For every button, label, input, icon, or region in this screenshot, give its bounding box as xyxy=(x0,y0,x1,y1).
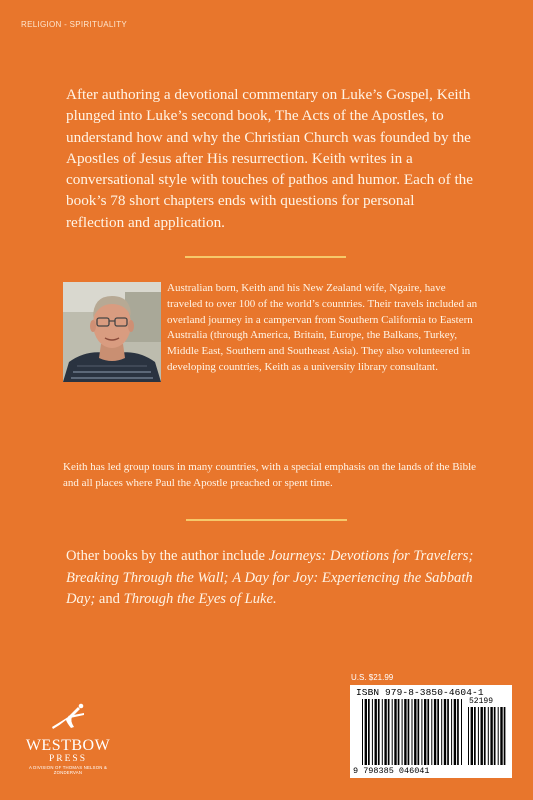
barcode-bar xyxy=(392,699,393,765)
barcode-bar xyxy=(494,707,496,765)
barcode-bar xyxy=(441,699,442,765)
barcode-bar xyxy=(504,707,506,765)
barcode-bar xyxy=(382,699,383,765)
other-books-conjunction: and xyxy=(98,591,120,607)
barcode-bar xyxy=(457,699,459,765)
barcode-bar xyxy=(375,699,377,765)
other-books-intro: Other books by the author include xyxy=(66,548,265,564)
barcode-bar xyxy=(478,707,479,765)
barcode-bar xyxy=(402,699,403,765)
publisher-name: WESTBOW xyxy=(25,737,111,754)
barcode-bar xyxy=(418,699,420,765)
barcode-bar xyxy=(408,699,410,765)
barcode-bar xyxy=(362,699,363,765)
barcode-bar xyxy=(471,707,473,765)
barcode-bar xyxy=(481,707,483,765)
barcode-bar xyxy=(451,699,452,765)
barcode-bar xyxy=(437,699,439,765)
other-books-paragraph xyxy=(66,546,486,611)
barcode-bar xyxy=(488,707,489,765)
barcode-bar xyxy=(498,707,499,765)
barcode-bar xyxy=(468,707,469,765)
top-divider xyxy=(185,256,346,258)
barcode-bar xyxy=(414,699,416,765)
barcode-bar xyxy=(378,699,380,765)
barcode-bar xyxy=(368,699,370,765)
barcode-bar xyxy=(384,699,386,765)
barcode-bar xyxy=(434,699,436,765)
publisher-division: A DIVISION OF THOMAS NELSON & ZONDERVAN xyxy=(28,765,108,775)
barcode-bar xyxy=(454,699,456,765)
book-blurb: After authoring a devotional commentary on Luke’s Gospel, Keith plunged into Luke’s second book, The Acts of the Apostles, to understand how and why the Christian Church was founded by the Apostles of Jesus after His resurrection. Keith writes in a conversational style with touches of pathos and humor. Each of the book’s 78 short chapters ends with questions for personal reflection and application. xyxy=(66,86,474,231)
leaping-figure-logo-icon xyxy=(48,703,88,731)
barcode-bar xyxy=(484,707,486,765)
barcode-bar xyxy=(404,699,406,765)
barcode-bar xyxy=(447,699,449,765)
barcode-bar xyxy=(398,699,400,765)
barcode-bar xyxy=(490,707,492,765)
barcode-bar xyxy=(372,699,373,765)
barcode-bar xyxy=(424,699,426,765)
author-tours-paragraph: Keith has led group tours in many countries, with a special emphasis on the lands of the Bible and all places where Paul the Apostle preached or spent time. xyxy=(63,461,477,489)
barcode-bar xyxy=(431,699,432,765)
book-title: A Day for Joy: Experiencing the Sabbath Day; xyxy=(66,569,473,607)
book-title: Breaking Through the Wall; xyxy=(66,569,229,586)
barcode-bar xyxy=(444,699,446,765)
barcode-addon-digits: 52199 xyxy=(469,697,494,706)
barcode-bar xyxy=(461,699,462,765)
barcode-bar xyxy=(365,699,367,765)
author-bio-text: Australian born, Keith and his New Zealand wife, Ngaire, have traveled to over 100 of the world’s countries. Their travels included an overland journey in a campervan from Southern California to Eastern Australia (through America, Britain, Europe, the Balkans, Turkey, Middle East, Southern and Southeast Asia). They also volunteered in developing countries, Keith as a university library consultant. xyxy=(167,282,478,373)
price-label: U.S. $21.99 xyxy=(351,673,394,682)
barcode-bar xyxy=(474,707,476,765)
barcode-bar xyxy=(388,699,390,765)
isbn-text: ISBN 979-8-3850-4604-1 xyxy=(356,687,484,698)
barcode-bar xyxy=(394,699,396,765)
bottom-divider xyxy=(186,519,347,521)
author-bio-paragraph xyxy=(63,281,479,383)
barcode-bar xyxy=(421,699,422,765)
barcode-digits: 9 798385 046041 xyxy=(353,766,430,776)
barcode-bar xyxy=(427,699,429,765)
publisher-logo xyxy=(18,703,118,775)
barcode-bar xyxy=(500,707,502,765)
book-title: Through the Eyes of Luke. xyxy=(123,591,277,607)
category-label: RELIGION - SPIRITUALITY xyxy=(21,20,128,29)
publisher-press: PRESS xyxy=(49,754,87,764)
book-title: Journeys: Devotions for Travelers; xyxy=(268,548,474,564)
barcode xyxy=(350,685,512,778)
barcode-bar xyxy=(412,699,413,765)
